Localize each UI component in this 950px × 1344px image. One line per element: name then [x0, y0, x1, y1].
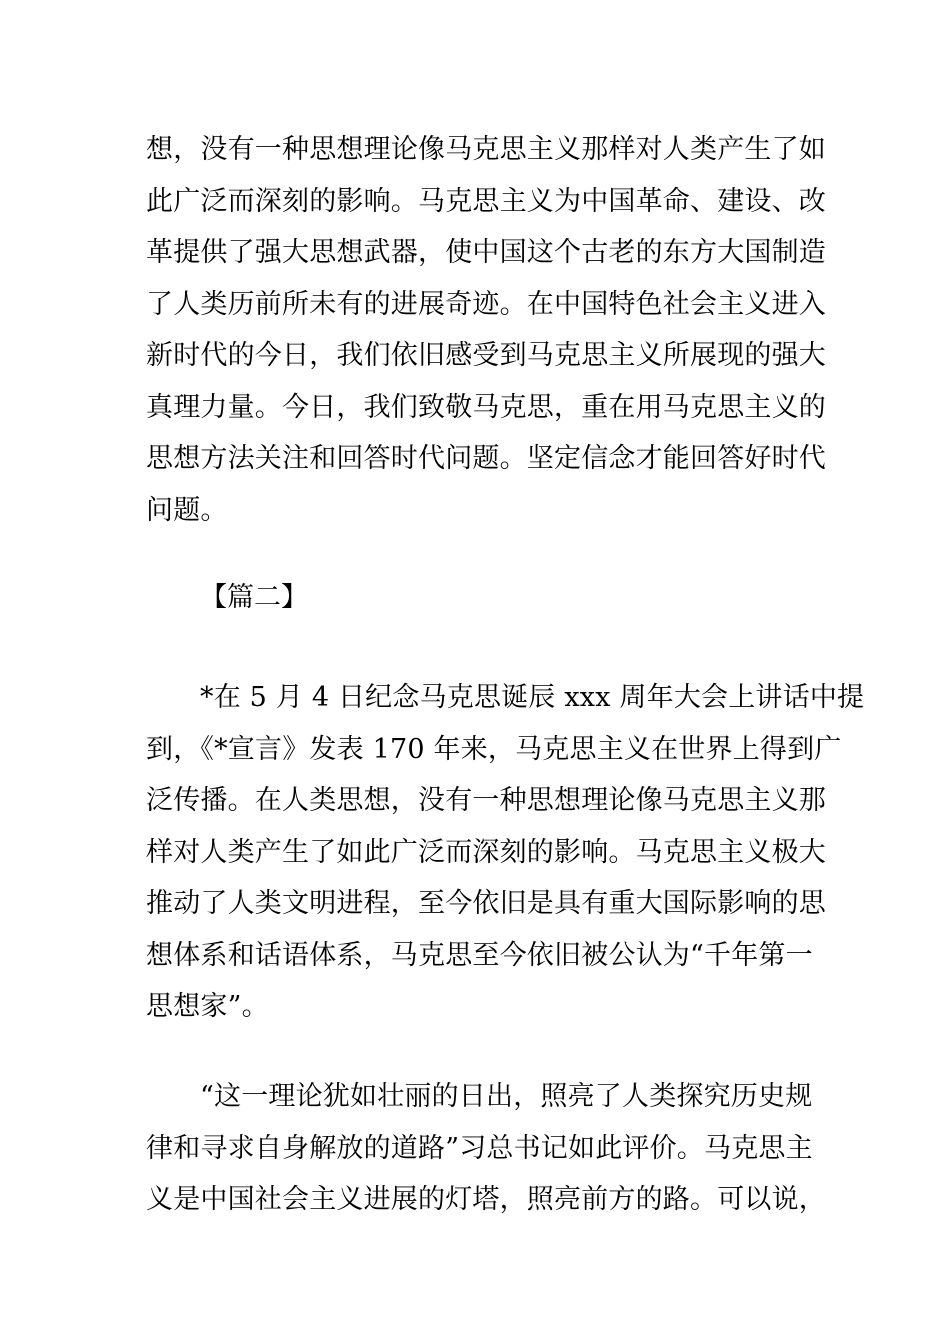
section-heading: 【篇二】 — [200, 582, 308, 613]
paragraph-line: 了人类历前所未有的进展奇迹。在中国特色社会主义进入 — [146, 288, 826, 320]
paragraph-line: 律和寻求自身解放的道路”习总书记如此评价。马克思主 — [146, 1132, 813, 1164]
paragraph-line: 样对人类产生了如此广泛而深刻的影响。马克思主义极大 — [146, 836, 826, 868]
paragraph-line: “这一理论犹如壮丽的日出，照亮了人类探究历史规 — [200, 1081, 813, 1112]
paragraph-line: 义是中国社会主义进展的灯塔，照亮前方的路。可以说， — [146, 1184, 826, 1215]
paragraph-line: 革提供了强大思想武器，使中国这个古老的东方大国制造 — [146, 237, 826, 268]
paragraph-line: 新时代的今日，我们依旧感受到马克思主义所展现的强大 — [146, 340, 826, 371]
paragraph-line: 想体系和话语体系，马克思至今依旧被公认为“千年第一 — [146, 939, 813, 971]
paragraph-3 — [146, 1071, 826, 1226]
paragraph-line: 思想方法关注和回答时代问题。坚定信念才能回答好时代 — [146, 443, 826, 474]
paragraph-2 — [146, 672, 865, 1033]
paragraph-line: 真理力量。今日，我们致敬马克思，重在用马克思主义的 — [146, 391, 826, 423]
paragraph-1 — [146, 124, 826, 536]
paragraph-line: 推动了人类文明进程，至今依旧是具有重大国际影响的思 — [146, 888, 826, 919]
paragraph-line: 思想家”。 — [146, 991, 269, 1022]
paragraph-line: 此广泛而深刻的影响。马克思主义为中国革命、建设、改 — [146, 185, 826, 217]
paragraph-line: 到，《*宣言》发表 170 年来，马克思主义在世界上得到广 — [146, 733, 842, 765]
paragraph-line: 问题。 — [146, 494, 228, 526]
paragraph-line: 想，没有一种思想理论像马克思主义那样对人类产生了如 — [146, 134, 826, 165]
paragraph-line: *在 5 月 4 日纪念马克思诞辰 xxx 周年大会上讲话中提 — [200, 682, 865, 713]
paragraph-line: 泛传播。在人类思想，没有一种思想理论像马克思主义那 — [146, 785, 826, 816]
